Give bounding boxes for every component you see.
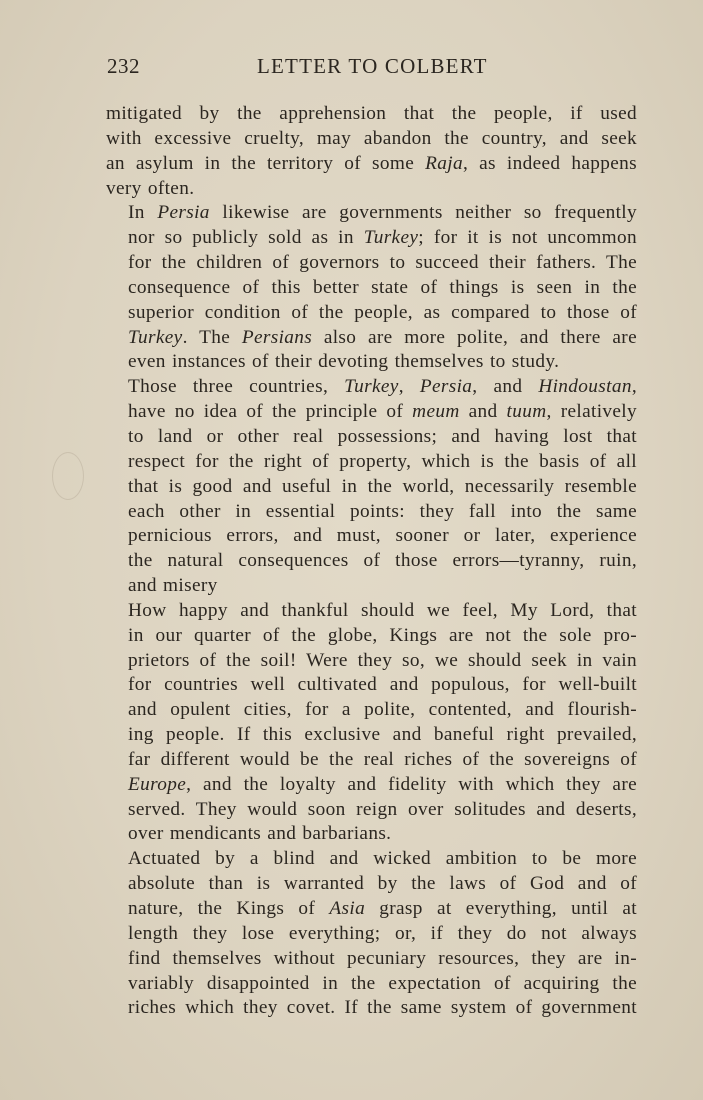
- text-line: for countries well cultivated and populous, for well-built: [128, 674, 637, 696]
- page-header: [107, 54, 637, 84]
- text-line: and misery: [128, 575, 218, 597]
- paragraph: [106, 201, 637, 375]
- text-line: even instances of their devoting themselves to study.: [128, 351, 560, 373]
- text-line: In Persia likewise are governments neither so frequently: [128, 202, 638, 224]
- text-line: nature, the Kings of Asia grasp at everything, until at: [128, 898, 637, 919]
- text-line: over mendicants and barbarians.: [128, 823, 392, 845]
- text-line: ing people. If this exclusive and baneful right prevailed,: [128, 724, 637, 746]
- text-line: pernicious errors, and must, sooner or later, experience: [128, 525, 637, 547]
- text-line: Europe, and the loyalty and fidelity with which they are: [128, 773, 637, 795]
- text-line: absolute than is warranted by the laws of God and of: [128, 873, 637, 895]
- text-line: How happy and thankful should we feel, My Lord, that: [128, 599, 637, 621]
- text-line: to land or other real possessions; and having lost that: [128, 425, 637, 447]
- paragraph: [106, 375, 637, 599]
- text-line: riches which they covet. If the same system of government: [128, 997, 637, 1019]
- text-line: variably disappointed in the expectation of acquiring the: [128, 972, 637, 994]
- text-line: very often.: [106, 177, 195, 199]
- text-line: Actuated by a blind and wicked ambition to be more: [128, 848, 637, 870]
- text-line: superior condition of the people, as compared to those of: [128, 301, 637, 323]
- margin-stain: [52, 452, 84, 500]
- text-line: served. They would soon reign over solitudes and deserts,: [128, 798, 637, 820]
- text-line: that is good and useful in the world, necessarily resemble: [128, 475, 637, 497]
- text-line: in our quarter of the globe, Kings are not the sole pro-: [128, 624, 637, 646]
- body-text: [106, 102, 637, 1021]
- text-line: nor so publicly sold as in Turkey; for it is not uncommon: [128, 227, 637, 249]
- paragraph: [106, 599, 637, 847]
- text-line: an asylum in the territory of some Raja, as indeed happens: [106, 152, 638, 174]
- text-line: for the children of governors to succeed their fathers. The: [128, 252, 637, 274]
- text-line: Turkey. The Persians also are more polite, and there are: [128, 326, 637, 348]
- text-line: length they lose everything; or, if they do not always: [128, 922, 637, 944]
- text-line: have no idea of the principle of meum and tuum, relatively: [128, 401, 637, 423]
- text-line: mitigated by the apprehension that the people, if used: [106, 103, 637, 124]
- text-line: respect for the right of property, which is the basis of all: [128, 450, 637, 472]
- paragraph: [106, 102, 637, 201]
- text-line: find themselves without pecuniary resources, they are in-: [128, 947, 637, 969]
- text-line: prietors of the soil! Were they so, we should seek in vain: [128, 649, 637, 671]
- text-line: Those three countries, Turkey, Persia, and Hindoustan,: [128, 376, 637, 398]
- page-number: 232: [107, 54, 140, 78]
- text-line: far different would be the real riches of the sovereigns of: [128, 748, 637, 770]
- text-line: each other in essential points: they fall into the same: [128, 500, 637, 522]
- text-line: the natural consequences of those errors—tyranny, ruin,: [128, 550, 637, 572]
- text-line: consequence of this better state of things is seen in the: [128, 276, 637, 298]
- paragraph: [106, 847, 637, 1021]
- running-head: LETTER TO COLBERT: [257, 54, 488, 78]
- text-line: and opulent cities, for a polite, contented, and flourish-: [128, 699, 637, 721]
- text-line: with excessive cruelty, may abandon the country, and seek: [106, 127, 637, 149]
